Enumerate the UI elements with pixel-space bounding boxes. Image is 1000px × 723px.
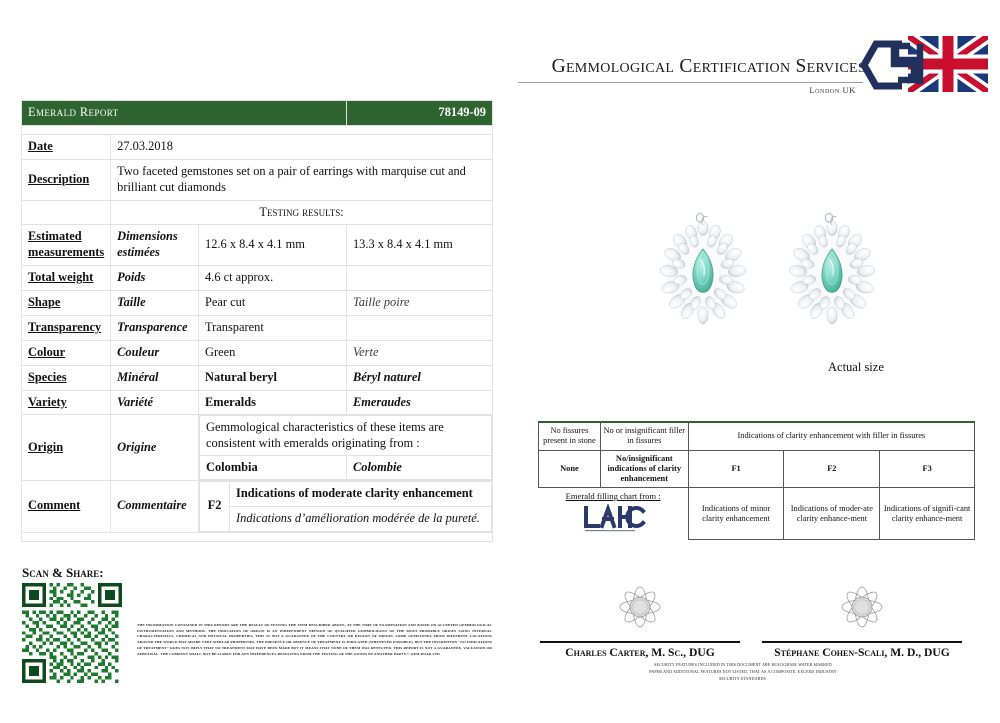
comment-text-fr: Indications d’amélioration modérée de la pureté. <box>230 506 492 531</box>
row-label-fr-origin: Origine <box>111 415 199 481</box>
security-features-note: SECURITY FEATURES INCLUDED IN THIS DOCUMENT ARE HOLOGRAM, WATER MARKED PAPER AND ADDITIONAL FEATURES NOT LISTED, THAT AS A COMPOSITE, EXCEED INDUSTRY SECURITY STANDARDS. <box>649 662 837 682</box>
brand-title: Gemmological Certification Services <box>551 56 866 77</box>
table-row-origin <box>22 415 493 481</box>
clarity-enhancement-chart <box>538 421 975 540</box>
row-value1-measurements: 12.6 x 8.4 x 4.1 mm <box>199 225 347 266</box>
legal-disclaimer: THE INFORMATION CONTAINED IN THIS REPORT ARE THE RESULT OF TESTING THE ITEM DESCRIBED ABOVE, AT THE TIME OF EXAMINATION AND BASED ON ACCEPTED GEMMOLOGICAL INSTRUMENTATION AND METHODS. THE INDICATION OF ORIGIN IS AN INDEPENDENT OPINION OF QUALIFIED GEMMOLOGIST OF THE MOST PROBABLE ORIGIN USING INTERNAL CHARACTERISTICS, CHEMICAL AND PHYSICAL PROPERTIES. THIS IS NOT A GUARANTEE OF THE COUNTRY OR REGION OF ORIGIN. SOME GEMSTONES FROM DIFFERENT LOCATIONS AROUND THE WORLD MAY SHARE VERY SIMILAR PROPERTIES. THE PRESENCE OR ABSENCE OF TREATMENT IS INDICATED (WHENEVER POSSIBLE), BUT THE INSCRIPTION "NO INDICATIONS OF TREATMENT" DOES NOT IMPLY THAT NO TREATMENT MAY HAVE BEEN MADE BUT IT MEANS THAT NONE OF THEM WAS DETECTED. THIS REPORT IS NOT A GUARANTEE, VALUATION OR APPRAISAL. THE COMPANY SHALL NOT BE LIABLE FOR ANY DIFFERENCES RESULTING FROM THE TESTING OF THE GOODS BY ANOTHER PARTY.© GEM ROAD LTD <box>137 623 492 656</box>
chart-description-f1: Indications of minor clarity enhancement <box>688 488 784 540</box>
row-value1-species: Natural beryl <box>199 365 347 390</box>
table-row-colour <box>22 340 493 365</box>
table-row-estimated-measurements <box>22 225 493 266</box>
row-label-fr-transparency: Transparence <box>111 315 199 340</box>
row-label-fr-variety: Variété <box>111 390 199 415</box>
row-value2-colour: Verte <box>346 340 492 365</box>
signatory-name: Charles Carter, M. Sc., DUG <box>565 646 715 659</box>
spacer-row-bottom <box>22 532 493 541</box>
row-label-transparency: Transparency <box>22 315 111 340</box>
emerald-report-table <box>21 100 493 542</box>
row-label-comment: Comment <box>22 481 111 533</box>
row-label-total-weight: Total weight <box>22 266 111 291</box>
row-value2-transparency <box>346 315 492 340</box>
gcs-union-jack-logo-icon <box>858 34 990 96</box>
testing-results-spacer-left <box>22 200 111 225</box>
actual-size-caption: Actual size <box>828 360 884 374</box>
report-table-header-row <box>22 101 493 126</box>
earrings-image <box>625 175 915 375</box>
row-label-fr-shape: Taille <box>111 291 199 316</box>
lmhc-logo-icon <box>580 504 646 534</box>
row-value1-shape: Pear cut <box>199 291 347 316</box>
signatory-name: Stéphane Cohen-Scali, M. D., DUG <box>774 646 950 659</box>
row-label-fr-comment: Commentaire <box>111 481 199 533</box>
clarity-chart-description-row <box>539 488 975 540</box>
row-label-measurements: Estimated measurements <box>22 225 111 266</box>
row-label-colour: Colour <box>22 340 111 365</box>
table-row-species <box>22 365 493 390</box>
chart-grade-f3: F3 <box>880 450 975 488</box>
row-value-date: 27.03.2018 <box>111 134 493 159</box>
row-value2-measurements: 13.3 x 8.4 x 4.1 mm <box>346 225 492 266</box>
comment-text-en: Indications of moderate clarity enhancement <box>230 482 492 507</box>
row-label-fr-colour: Couleur <box>111 340 199 365</box>
origin-note: Gemmological characteristics of these items are consistent with emeralds originating from : <box>200 416 492 456</box>
row-label-fr-measurements: Dimensions estimées <box>111 225 199 266</box>
table-row-testing-results <box>22 200 493 225</box>
scan-share-label: Scan & Share: <box>22 565 104 580</box>
testing-results-heading: Testing results: <box>111 200 493 225</box>
row-label-date: Date <box>22 134 111 159</box>
row-label-variety: Variety <box>22 390 111 415</box>
chart-grade-f1: F1 <box>688 450 784 488</box>
chart-header-no-filler: No or insignificant filler in fissures <box>600 422 688 450</box>
brand-subtitle: London UK <box>809 85 856 95</box>
comment-content-cell <box>199 481 493 533</box>
comment-filler-code: F2 <box>200 482 230 532</box>
report-number: 78149-09 <box>346 101 492 126</box>
table-row-transparency <box>22 315 493 340</box>
row-value1-variety: Emeralds <box>199 390 347 415</box>
row-value2-variety: Emeraudes <box>346 390 492 415</box>
origin-content-cell <box>199 415 493 481</box>
qr-code[interactable] <box>22 583 122 683</box>
qr-code-icon <box>22 583 122 683</box>
chart-description-f2: Indications of moder-ate clarity enhance-ment <box>784 488 880 540</box>
table-row-date <box>22 134 493 159</box>
chart-source-caption: Emerald filling chart from : <box>565 491 661 502</box>
hologram-seal-icon <box>830 575 894 639</box>
row-label-origin: Origin <box>22 415 111 481</box>
origin-country-fr: Colombie <box>347 456 492 480</box>
clarity-chart-grade-row <box>539 450 975 488</box>
chart-description-f3: Indications of signifi-cant clarity enhance-ment <box>880 488 975 540</box>
chart-source-cell <box>539 488 689 540</box>
report-title: Emerald Report <box>22 101 347 126</box>
hologram-seal-icon <box>608 575 672 639</box>
clarity-chart-header-row <box>539 422 975 450</box>
row-value1-colour: Green <box>199 340 347 365</box>
row-value-description: Two faceted gemstones set on a pair of earrings with marquise cut and brilliant cut diamonds <box>111 159 493 200</box>
row-label-species: Species <box>22 365 111 390</box>
table-row-description <box>22 159 493 200</box>
row-value1-transparency: Transparent <box>199 315 347 340</box>
chart-grade-none: None <box>539 450 601 488</box>
row-value1-total-weight: 4.6 ct approx. <box>199 266 347 291</box>
spacer-row <box>22 125 493 134</box>
chart-header-no-fissures: No fissures present in stone <box>539 422 601 450</box>
row-label-shape: Shape <box>22 291 111 316</box>
row-label-fr-species: Minéral <box>111 365 199 390</box>
table-row-variety <box>22 390 493 415</box>
chart-grade-f2: F2 <box>784 450 880 488</box>
row-value2-total-weight <box>346 266 492 291</box>
row-value2-species: Béryl naturel <box>346 365 492 390</box>
origin-country-en: Colombia <box>200 456 347 480</box>
signature-block-right <box>762 575 962 659</box>
document-header <box>510 34 990 114</box>
row-value2-shape: Taille poire <box>346 291 492 316</box>
chart-header-with-filler: Indications of clarity enhancement with filler in fissures <box>688 422 974 450</box>
gemstone-photograph <box>625 175 915 375</box>
brand-divider <box>518 82 863 83</box>
signature-block-left <box>540 575 740 659</box>
row-label-description: Description <box>22 159 111 200</box>
chart-grade-no-insignificant: No/insignificant indications of clarity enhancement <box>600 450 688 488</box>
table-row-shape <box>22 291 493 316</box>
row-label-fr-total-weight: Poids <box>111 266 199 291</box>
table-row-comment <box>22 481 493 533</box>
table-row-total-weight <box>22 266 493 291</box>
